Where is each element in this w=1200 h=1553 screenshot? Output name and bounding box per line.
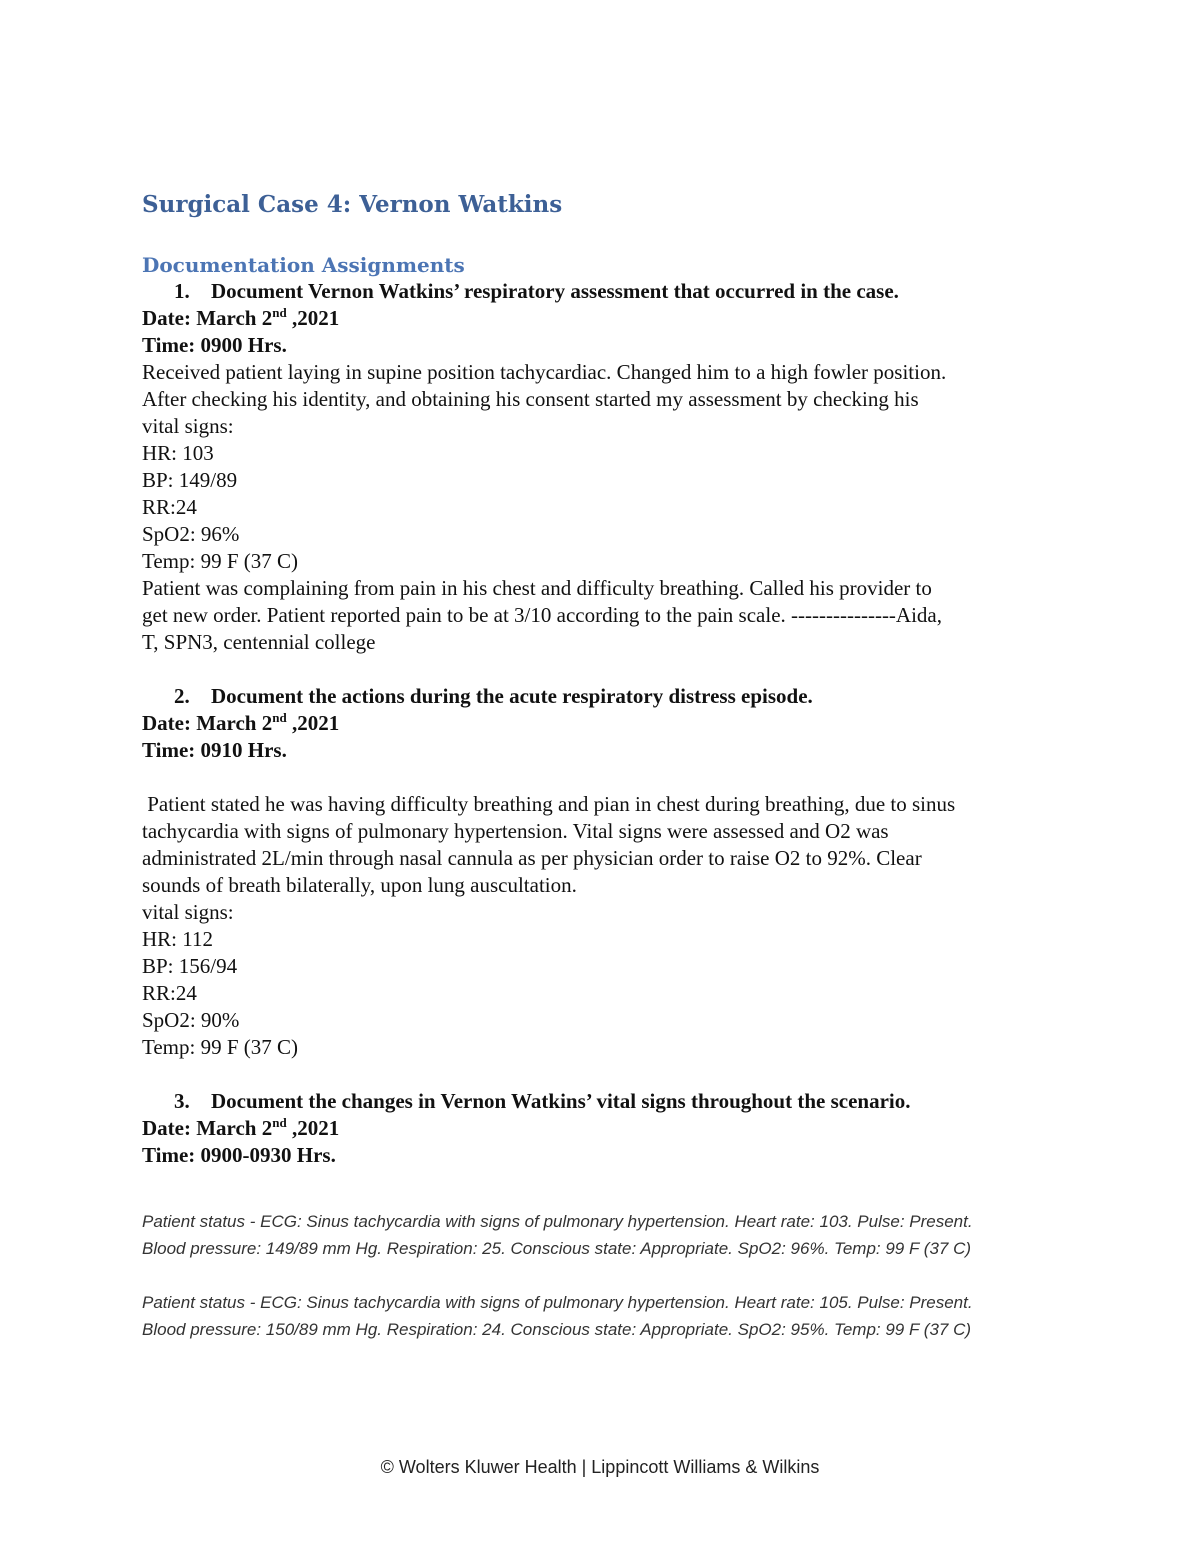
q1-line: vital signs: xyxy=(142,414,234,438)
question-1 xyxy=(142,278,1062,305)
q1-date-sup: nd xyxy=(272,305,287,320)
q1-date xyxy=(142,305,1062,332)
q1-line: After checking his identity, and obtaining his consent started my assessment by checking his xyxy=(142,387,919,411)
q2-date xyxy=(142,710,1062,737)
q3-date xyxy=(142,1115,1062,1142)
q1-line: T, SPN3, centennial college xyxy=(142,630,376,654)
q2-line: Patient stated he was having difficulty breathing and pian in chest during breathing, due to sinus xyxy=(142,792,956,816)
q2-vital-spo2: SpO2: 90% xyxy=(142,1008,240,1032)
q2-line: sounds of breath bilaterally, upon lung auscultation. xyxy=(142,873,577,897)
spacer xyxy=(142,764,1062,791)
q2-vital-temp: Temp: 99 F (37 C) xyxy=(142,1035,299,1059)
q1-date-prefix: Date: March 2 xyxy=(142,306,273,330)
copyright-footer: © Wolters Kluwer Health | Lippincott Williams & Wilkins xyxy=(380,1457,820,1477)
q1-vital-rr: RR:24 xyxy=(142,495,197,519)
question-2 xyxy=(142,683,1062,710)
spacer xyxy=(142,656,1062,683)
q1-line: get new order. Patient reported pain to be at 3/10 according to the pain scale. ---------------Aida, xyxy=(142,603,942,627)
spacer xyxy=(142,1262,1062,1289)
section-subtitle: Documentation Assignments xyxy=(142,253,465,277)
q3-date-sup: nd xyxy=(272,1115,287,1130)
q2-vital-hr: HR: 112 xyxy=(142,927,213,951)
document-page xyxy=(142,188,1062,1343)
q3-date-prefix: Date: March 2 xyxy=(142,1116,273,1140)
q2-line: vital signs: xyxy=(142,900,234,924)
status-1-line: Blood pressure: 149/89 mm Hg. Respiration: 25. Conscious state: Appropriate. SpO2: 96%. Temp: 99 F (37 C) xyxy=(142,1239,972,1258)
document-title: Surgical Case 4: Vernon Watkins xyxy=(142,191,563,218)
question-2-number: 2. xyxy=(174,684,190,708)
spacer xyxy=(142,1196,1062,1208)
q2-line: administrated 2L/min through nasal cannula as per physician order to raise O2 to 92%. Clear xyxy=(142,846,922,870)
status-1-line: Patient status - ECG: Sinus tachycardia with signs of pulmonary hypertension. Heart rate: 103. Pulse: Present. xyxy=(142,1212,973,1231)
question-1-number: 1. xyxy=(174,279,190,303)
q3-date-suffix: ,2021 xyxy=(286,1116,340,1140)
question-1-text: Document Vernon Watkins’ respiratory assessment that occurred in the case. xyxy=(211,279,899,303)
q2-line: tachycardia with signs of pulmonary hypertension. Vital signs were assessed and O2 was xyxy=(142,819,889,843)
q2-date-sup: nd xyxy=(272,710,287,725)
question-3 xyxy=(142,1088,1062,1115)
q2-vital-bp: BP: 156/94 xyxy=(142,954,238,978)
q2-date-suffix: ,2021 xyxy=(286,711,340,735)
status-2-line: Blood pressure: 150/89 mm Hg. Respiration: 24. Conscious state: Appropriate. SpO2: 95%. Temp: 99 F (37 C) xyxy=(142,1320,972,1339)
q1-vital-hr: HR: 103 xyxy=(142,441,214,465)
q2-vital-rr: RR:24 xyxy=(142,981,197,1005)
q1-date-suffix: ,2021 xyxy=(286,306,340,330)
q2-time: Time: 0910 Hrs. xyxy=(142,738,287,762)
q1-line: Received patient laying in supine position tachycardiac. Changed him to a high fowler position. xyxy=(142,360,947,384)
q1-vital-temp: Temp: 99 F (37 C) xyxy=(142,549,299,573)
question-2-text: Document the actions during the acute respiratory distress episode. xyxy=(211,684,813,708)
question-3-number: 3. xyxy=(174,1089,190,1113)
q3-time: Time: 0900-0930 Hrs. xyxy=(142,1143,336,1167)
q1-vital-spo2: SpO2: 96% xyxy=(142,522,240,546)
q2-date-prefix: Date: March 2 xyxy=(142,711,273,735)
spacer xyxy=(142,1169,1062,1196)
q1-line: Patient was complaining from pain in his chest and difficulty breathing. Called his provider to xyxy=(142,576,932,600)
question-3-text: Document the changes in Vernon Watkins’ vital signs throughout the scenario. xyxy=(211,1089,911,1113)
q1-vital-bp: BP: 149/89 xyxy=(142,468,238,492)
spacer xyxy=(142,1061,1062,1088)
status-2-line: Patient status - ECG: Sinus tachycardia with signs of pulmonary hypertension. Heart rate: 105. Pulse: Present. xyxy=(142,1293,973,1312)
q1-time: Time: 0900 Hrs. xyxy=(142,333,287,357)
